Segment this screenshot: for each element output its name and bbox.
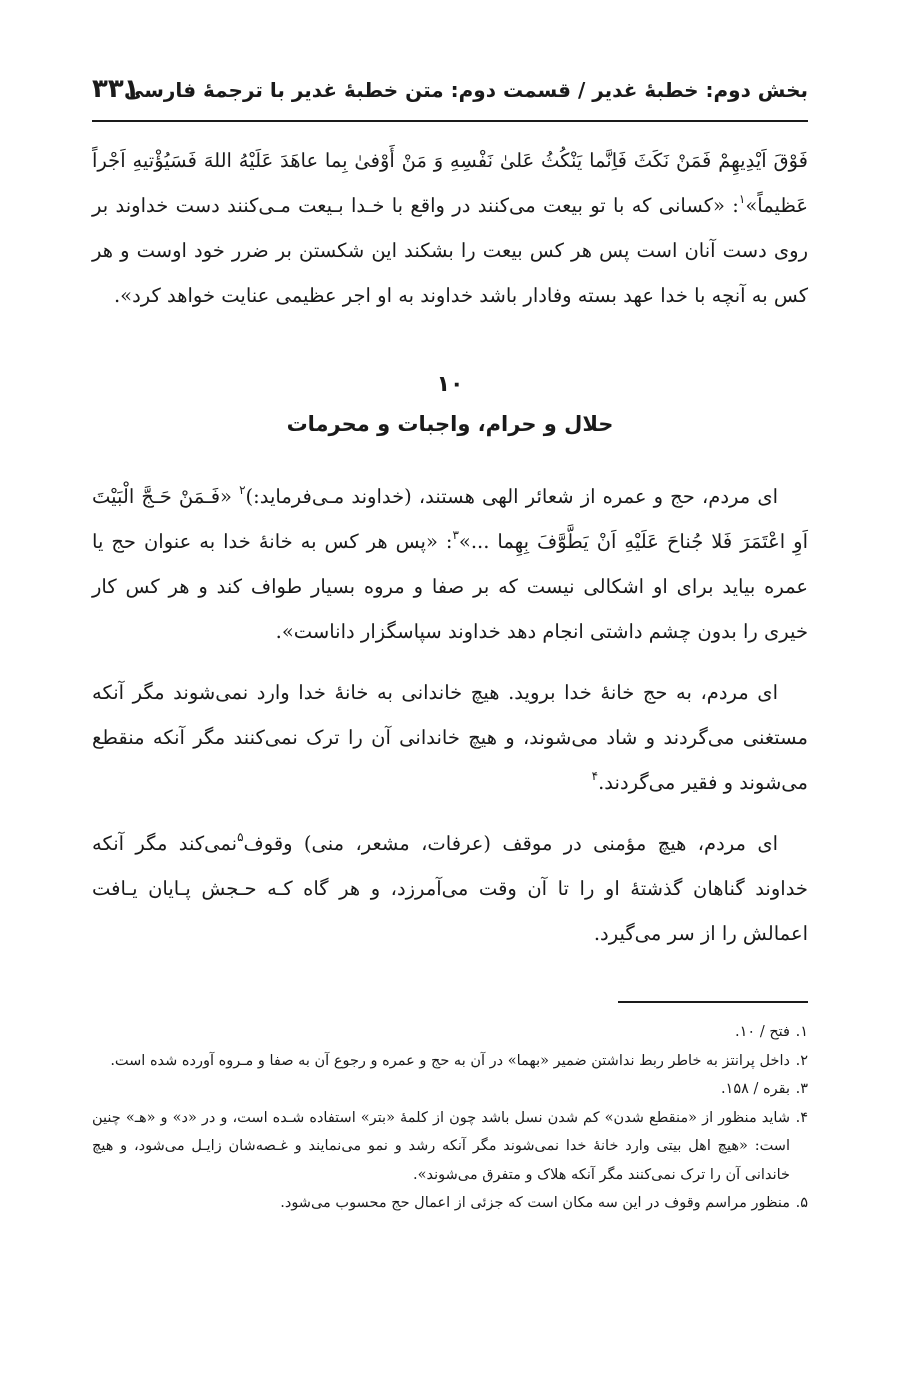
footnote-5: [92, 1189, 808, 1218]
verse-translation: : «کسانی که با تو بیعت می‌کنند در واقع با خـدا بـیعت مـی‌کنند دست خداوند بر روی دست آنان است پس هر کس بیعت را بشکند این شکستن بر ضرر خود اوست و هر کس به آنچه با خدا عهد بسته وفادار باشد خداوند به او اجر عظیمی عنایت خواهد کرد».: [92, 194, 808, 307]
continuation-paragraph: [92, 138, 808, 318]
quran-verse: فَوْقَ اَيْدِيهِمْ فَمَنْ نَكَثَ فَاِنَّما يَنْكُثُ عَلىٰ نَفْسِهِ وَ مَنْ أَوْفىٰ بِما عاهَدَ عَلَيْهُ اللهَ فَسَيُؤْتيهِ اَجْراً عَظيماً»: [92, 149, 808, 217]
section-number: ۱۰: [436, 372, 464, 397]
footnote-4: [92, 1104, 808, 1190]
footnote-number: ۱.: [795, 1024, 808, 1040]
footnote-text: منظور مراسم وقوف در این سه مکان است که جزئی از اعمال حج محسوب می‌شود.: [280, 1195, 790, 1211]
paragraph-mawqif: [92, 821, 808, 956]
footnote-3: [92, 1075, 808, 1104]
footnotes: [92, 1018, 808, 1218]
page-number: ۳۳۱: [92, 74, 140, 104]
footnote-number: ۳.: [795, 1081, 808, 1097]
main-text: [92, 138, 808, 956]
footnote-text: شاید منظور از «منقطع شدن» کم شدن نسل باشد چون از کلمهٔ «بتر» استفاده شـده است، و در «د» و «هـ» چنین است: «هیچ اهل بیتی وارد خانهٔ خدا نمی‌شوند مگر آنکه رشد و نمو می‌نمایند و غـصه‌شان زایـل می‌شود، و هیچ خاندانی آن را ترک نمی‌کنند مگر آنکه هلاک و متفرق می‌شوند».: [92, 1109, 790, 1183]
footnote-number: ۵.: [795, 1195, 808, 1211]
paragraph-text: ای مردم، هیچ مؤمنی در موقف (عرفات، مشعر، منی) وقوف: [243, 832, 779, 855]
paragraph-text: ای مردم، به حج خانهٔ خدا بروید. هیچ خاندانی به خانهٔ خدا وارد نمی‌شوند مگر آنکه مستغنی می‌گردند و شاد می‌شوند، و هیچ خاندانی آن را ترک نمی‌کنند مگر آنکه منقطع می‌شوند و فقیر می‌گردند.: [92, 681, 808, 794]
book-page: [92, 0, 808, 1390]
paragraph-text: نمی‌کند مگر آنکه خداوند گناهان گذشتهٔ او را تا آن وقت می‌آمرزد، و هر گاه کـه حـجش پـایان یـافت اعمالش را از سر می‌گیرد.: [92, 832, 808, 945]
paragraph-hajj-umrah: [92, 474, 808, 654]
running-head: [92, 74, 808, 114]
quran-verse: «فَـمَنْ حَـجَّ الْبَيْتَ اَوِ اعْتَمَرَ فَلا جُناحَ عَلَيْهِ اَنْ يَطَّوَّفَ بِهِما ...»: [92, 485, 808, 553]
footnote-1: [92, 1018, 808, 1047]
footnote-ref-4[interactable]: ۴: [591, 769, 599, 783]
footnote-number: ۲.: [795, 1052, 808, 1069]
footnote-ref-3[interactable]: ۳: [452, 528, 459, 542]
header-rule: [92, 120, 808, 122]
footnote-ref-5[interactable]: ۵: [237, 830, 244, 844]
footnote-text: بقره / ۱۵۸.: [720, 1081, 790, 1097]
footnote-ref-2[interactable]: ۲: [239, 483, 246, 497]
footnote-text: داخل پرانتز به خاطر ربط نداشتن ضمیر «بهما» در آن به حج و عمره و رجوع آن به صفا و مـروه آورده شده است.: [110, 1052, 790, 1069]
footnote-number: ۴.: [795, 1109, 808, 1126]
footnote-text: فتح / ۱۰.: [735, 1024, 790, 1040]
paragraph-text: ای مردم، حج و عمره از شعائر الهی هستند، (خداوند مـی‌فرماید:): [245, 485, 779, 508]
paragraph-go-to-hajj: [92, 670, 808, 805]
section-title: حلال و حرام، واجبات و محرمات: [286, 412, 614, 436]
footnote-rule: [618, 1001, 808, 1003]
running-head-title: بخش دوم: خطبهٔ غدیر / قسمت دوم: متن خطبهٔ غدیر با ترجمهٔ فارسی: [124, 78, 808, 102]
verse-translation: : «پس هر کس به خانهٔ خدا به عنوان حج یا عمره بیاید برای او اشکالی نیست که بر صفا و مروه بسیار طواف کند و هر کس کار خیری را بدون چشم داشتی انجام دهد خداوند سپاسگزار داناست».: [92, 530, 808, 643]
footnote-ref-1[interactable]: ۱: [738, 192, 746, 206]
footnote-2: [92, 1047, 808, 1076]
